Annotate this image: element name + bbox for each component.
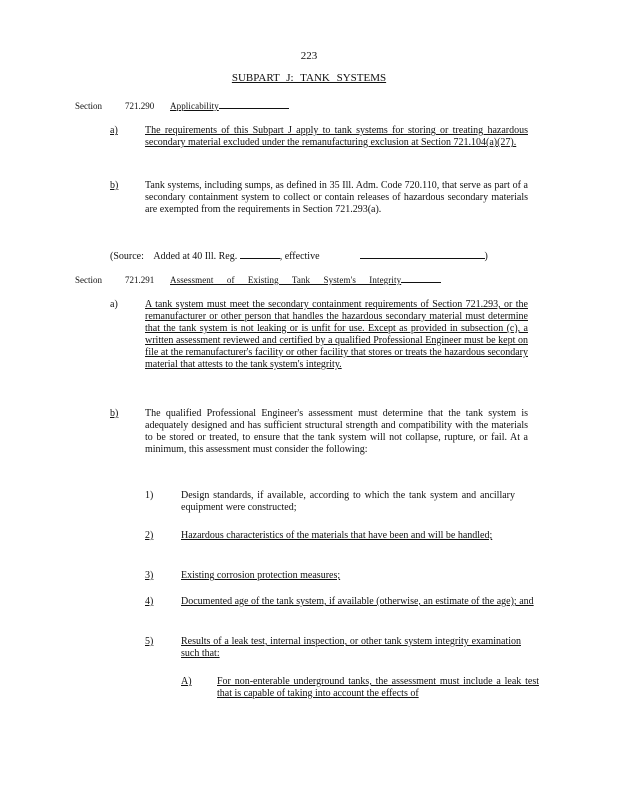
- effective-date-blank: [360, 249, 485, 259]
- subitem-291-b-3: [145, 570, 545, 586]
- item-marker: A): [181, 676, 192, 687]
- paragraph-290-b: [110, 180, 530, 232]
- item-marker: 3): [145, 570, 154, 581]
- item-text: Documented age of the tank system, if available (otherwise, an estimate of the age); and: [181, 596, 534, 607]
- paragraph-291-a: [110, 299, 530, 397]
- subitem-291-b-5: [145, 636, 545, 664]
- heading-underline: [219, 107, 289, 109]
- source-added: Added at 40 Ill. Reg.: [153, 251, 238, 262]
- source-prefix: (Source:: [110, 251, 144, 262]
- item-marker: 5): [145, 636, 154, 647]
- register-blank: [240, 249, 280, 259]
- section-label: Section: [75, 101, 102, 111]
- item-text: The requirements of this Subpart J apply to tank systems for storing or treating hazardous secondary material excluded under the remanufacturing exclusion at Section 721.104(a)(27).: [145, 125, 528, 148]
- item-text: For non-enterable underground tanks, the assessment must include a leak test that is capable of taking into account the effects of: [217, 676, 539, 699]
- item-marker: 1): [145, 490, 154, 501]
- source-note: [110, 249, 488, 262]
- item-marker: 2): [145, 530, 154, 541]
- source-effective: , effective: [279, 251, 320, 262]
- section-label: Section: [75, 275, 102, 285]
- item-marker: b): [110, 408, 119, 419]
- item-text: Results of a leak test, internal inspection, or other tank system integrity examination such that:: [181, 636, 521, 659]
- paragraph-291-b: [110, 408, 530, 480]
- paragraph-290-a: [110, 125, 530, 165]
- section-heading-290: [75, 101, 289, 111]
- item-text: Tank systems, including sumps, as defined in 35 Ill. Adm. Code 720.110, that serve as part of a secondary containment system to collect or contain releases of hazardous secondary materials are exempted from the requirements in Section 721.293(a).: [145, 180, 528, 215]
- item-text: Design standards, if available, according to which the tank system and ancillary equipment were constructed;: [181, 490, 515, 513]
- subitem-291-b-1: [145, 490, 545, 518]
- page-number: 223: [300, 50, 318, 62]
- section-number: 721.290: [125, 101, 155, 111]
- subpart-title-text: SUBPART J: TANK SYSTEMS: [231, 72, 387, 84]
- item-text: Existing corrosion protection measures;: [181, 570, 341, 581]
- subitem-291-b-4: [145, 596, 545, 624]
- item-text: Hazardous characteristics of the materials that have been and will be handled;: [181, 530, 493, 541]
- heading-underline: [401, 281, 441, 283]
- item-marker: 4): [145, 596, 154, 607]
- subitem-291-b-5-A: [181, 676, 541, 704]
- item-marker: b): [110, 180, 119, 191]
- section-heading-291: [75, 275, 441, 285]
- source-close: ): [484, 251, 488, 262]
- section-title: Applicability: [170, 101, 219, 111]
- item-marker: a): [110, 299, 118, 310]
- item-marker: a): [110, 125, 118, 136]
- subpart-title: [0, 72, 618, 84]
- subitem-291-b-2: [145, 530, 545, 558]
- section-title: Assessment of Existing Tank System's Integrity: [170, 275, 402, 285]
- section-number: 721.291: [125, 275, 155, 285]
- item-text: A tank system must meet the secondary containment requirements of Section 721.293, or the remanufacturer or other person that handles the hazardous secondary material must determine that the tank system is not leaking or is unfit for use. Except as provided in subsection (c), a written assessment reviewed and certified by a qualified Professional Engineer must be kept on file at the remanufacturer's facility or other facility that stores or treats the hazardous secondary material that attests to the tank system's integrity.: [145, 299, 528, 370]
- item-text: The qualified Professional Engineer's assessment must determine that the tank system is adequately designed and has sufficient structural strength and compatibility with the materials to be stored or treated, to ensure that the tank system will not collapse, rupture, or fail. At a minimum, this assessment must consider the following:: [145, 408, 528, 455]
